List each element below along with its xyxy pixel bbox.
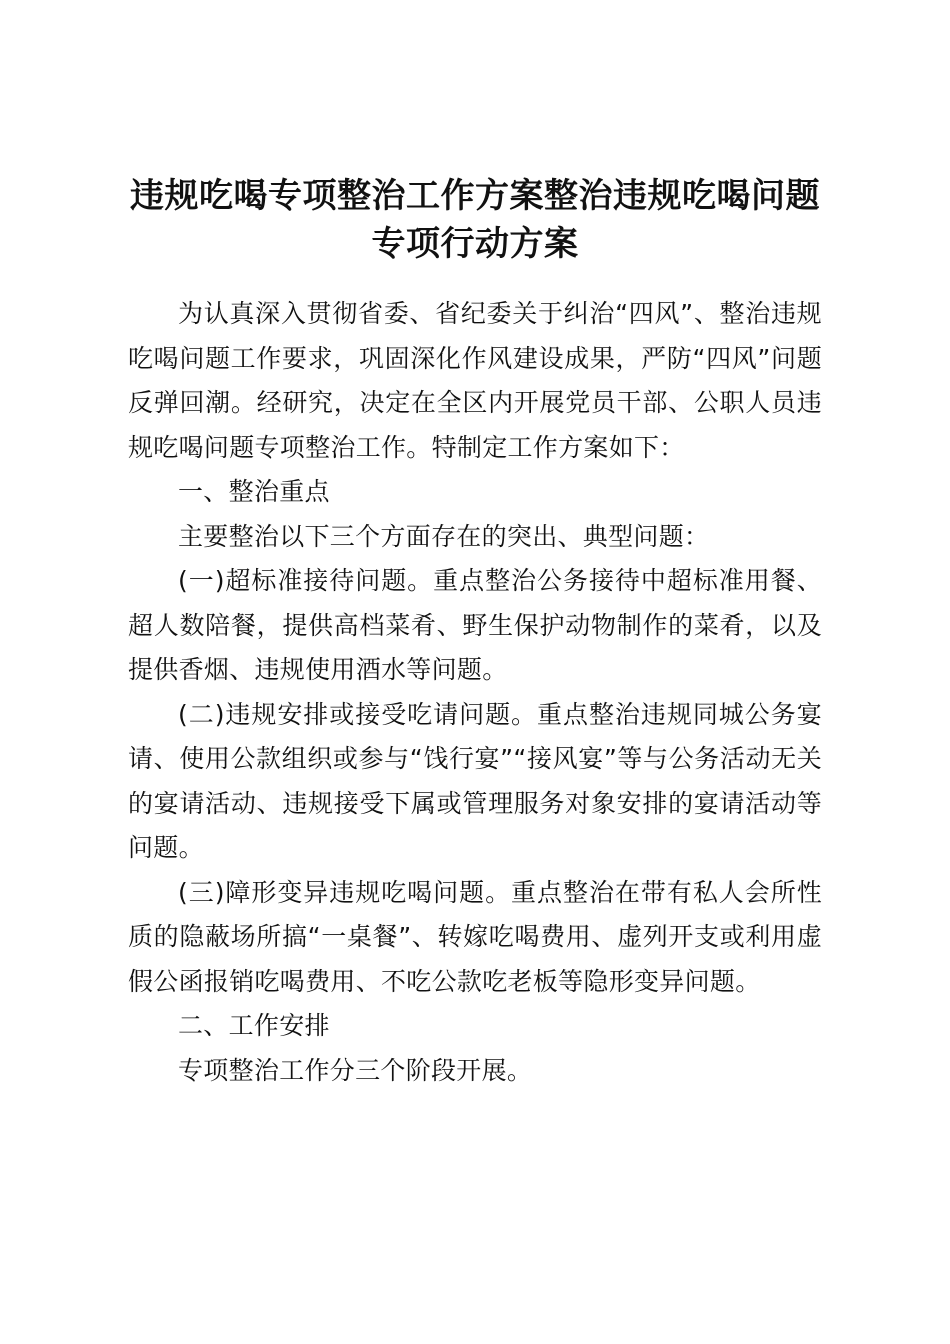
document-title: 违规吃喝专项整治工作方案整治违规吃喝问题专项行动方案: [130, 176, 820, 264]
document-page: [128, 172, 822, 1093]
item-3-paragraph: (三)障形变异违规吃喝问题。重点整治在带有私人会所性质的隐蔽场所搞“一桌餐”、转嫁吃喝费用、虚列开支或利用虚假公函报销吃喝费用、不吃公款吃老板等隐形变异问题。: [128, 877, 822, 996]
section-heading-arrangement: 二、工作安排: [178, 1011, 330, 1040]
intro-paragraph: 为认真深入贯彻省委、省纪委关于纠治“四风”、整治违规吃喝问题工作要求，巩固深化作风建设成果，严防“四风”问题反弹回潮。经研究，决定在全区内开展党员干部、公职人员违规吃喝问题专项整治工作。特制定工作方案如下：: [128, 299, 822, 462]
item-1-paragraph: (一)超标准接待问题。重点整治公务接待中超标准用餐、超人数陪餐，提供高档菜肴、野生保护动物制作的菜肴，以及提供香烟、违规使用酒水等问题。: [128, 566, 822, 684]
section-heading-focus: 一、整治重点: [178, 477, 330, 506]
document-body: [128, 292, 822, 1093]
arrangement-paragraph: 专项整治工作分三个阶段开展。: [178, 1055, 533, 1085]
focus-intro-paragraph: 主要整治以下三个方面存在的突出、典型问题：: [178, 521, 710, 551]
item-2-paragraph: (二)违规安排或接受吃请问题。重点整治违规同城公务宴请、使用公款组织或参与“饯行宴”“接风宴”等与公务活动无关的宴请活动、违规接受下属或管理服务对象安排的宴请活动等问题。: [128, 699, 822, 862]
